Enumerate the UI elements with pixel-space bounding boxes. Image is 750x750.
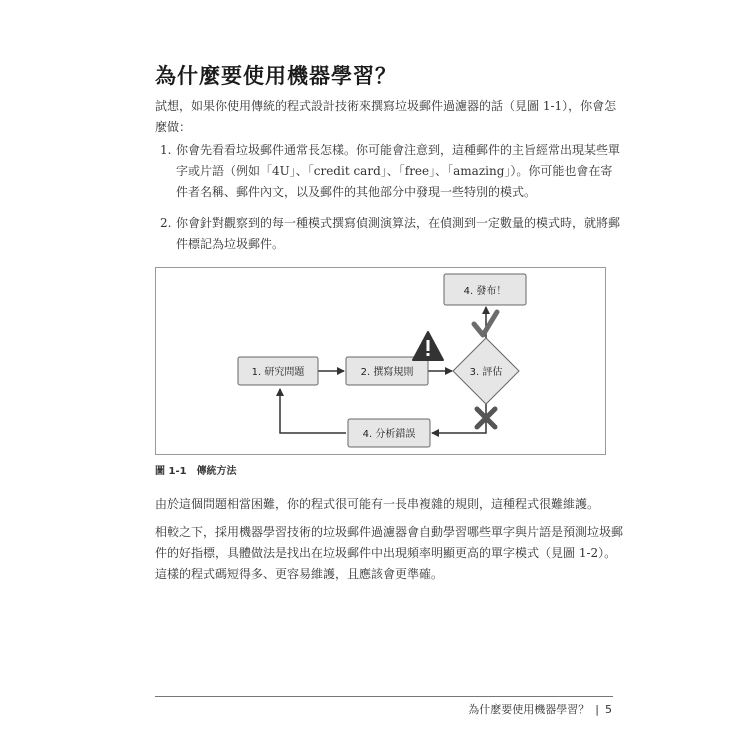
arrow-analyze-to-study xyxy=(280,389,346,433)
warning-icon xyxy=(413,332,443,360)
node-evaluate-label: 3. 評估 xyxy=(469,367,503,378)
running-title: 為什麼要使用機器學習？ xyxy=(468,703,590,716)
list-item xyxy=(160,213,622,255)
list-item xyxy=(160,140,622,203)
list-item-number: 1. xyxy=(160,143,172,157)
list-item-text: 你會先看看垃圾郵件通常長怎樣。你可能會注意到，這種郵件的主旨經常出現某些單字或片語（例如「4U」、「credit card」、「free」、「amazing」）。你可能也會在寄件者名稱、郵件內文，以及郵件的其他部分中發現一些特別的模式。 xyxy=(176,143,621,199)
node-analyze-errors-label: 4. 分析錯誤 xyxy=(362,429,416,440)
footer-separator: | xyxy=(595,703,599,716)
body-paragraph: 相較之下，採用機器學習技術的垃圾郵件過濾器會自動學習哪些單字與片語是預測垃圾郵件的好指標，具體做法是找出在垃圾郵件中出現頻率明顯更高的單字模式（見圖 1-2）。這樣的程式碼短得多、更容易維護，且應該會更準確。 xyxy=(155,525,624,581)
flow-diagram xyxy=(156,268,605,454)
section-heading: 為什麼要使用機器學習？ xyxy=(155,64,397,88)
figure-caption-text: 傳統方法 xyxy=(196,466,237,477)
footer-divider xyxy=(155,696,613,697)
page-footer xyxy=(468,701,612,717)
list-item-text: 你會針對觀察到的每一種模式撰寫偵測演算法，在偵測到一定數量的模式時，就將郵件標記為垃圾郵件。 xyxy=(176,216,621,251)
flow-diagram-figure xyxy=(155,267,606,455)
node-launch-label: 4. 發布！ xyxy=(463,286,507,297)
node-write-rules-label: 2. 撰寫規則 xyxy=(360,367,414,378)
figure-caption xyxy=(155,462,237,477)
figure-caption-number: 圖 1-1 xyxy=(155,466,187,477)
intro-paragraph: 試想，如果你使用傳統的程式設計技術來撰寫垃圾郵件過濾器的話（見圖 1-1），你會怎麼做： xyxy=(155,99,617,134)
page-number: 5 xyxy=(605,703,612,716)
body-paragraph: 由於這個問題相當困難，你的程式很可能有一長串複雜的規則，這種程式很難維護。 xyxy=(155,497,600,511)
list-item-number: 2. xyxy=(160,216,172,230)
node-study-problem-label: 1. 研究問題 xyxy=(251,367,305,378)
